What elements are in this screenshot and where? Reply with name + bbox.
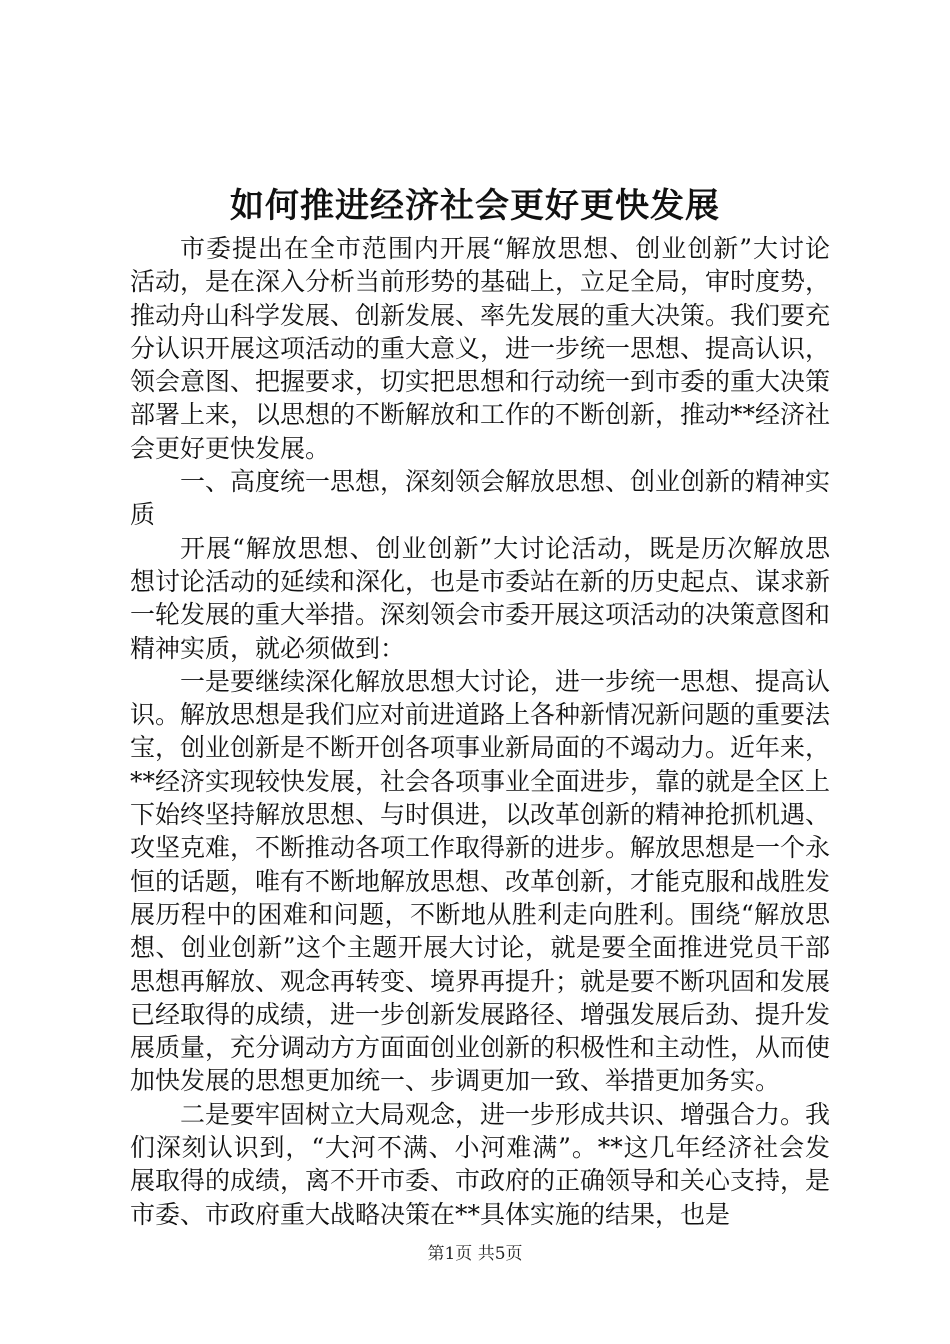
paragraph-section-1: 开展“解放思想、创业创新”大讨论活动，既是历次解放思想讨论活动的延续和深化，也是市委站在新的历史起点、谋求新一轮发展的重大举措。深刻领会市委开展这项活动的决策意图和精神实质，就必须做到： [130, 533, 831, 663]
section-heading-1: 一、高度统一思想，深刻领会解放思想、创业创新的精神实质 [130, 467, 831, 530]
document-title: 如何推进经济社会更好更快发展 [230, 186, 720, 226]
document-body [130, 232, 830, 1231]
paragraph-point-1: 一是要继续深化解放思想大讨论，进一步统一思想、提高认识。解放思想是我们应对前进道路上各种新情况新问题的重要法宝，创业创新是不断开创各项事业新局面的不竭动力。近年来，**经济实现较快发展，社会各项事业全面进步，靠的就是全区上下始终坚持解放思想、与时俱进，以改革创新的精神抢抓机遇、攻坚克难，不断推动各项工作取得新的进步。解放思想是一个永恒的话题，唯有不断地解放思想、改革创新，才能克服和战胜发展历程中的困难和问题，不断地从胜利走向胜利。围绕“解放思想、创业创新”这个主题开展大讨论，就是要全面推进党员干部思想再解放、观念再转变、境界再提升；就是要不断巩固和发展已经取得的成绩，进一步创新发展路径、增强发展后劲、提升发展质量，充分调动方方面面创业创新的积极性和主动性，从而使加快发展的思想更加统一、步调更加一致、举措更加务实。 [130, 666, 831, 1096]
paragraph-intro: 市委提出在全市范围内开展“解放思想、创业创新”大讨论活动，是在深入分析当前形势的基础上，立足全局，审时度势，推动舟山科学发展、创新发展、率先发展的重大决策。我们要充分认识开展这项活动的重大意义，进一步统一思想、提高认识，领会意图、把握要求，切实把思想和行动统一到市委的重大决策部署上来，以思想的不断解放和工作的不断创新，推动**经济社会更好更快发展。 [130, 234, 831, 463]
page-number-footer: 第1页 共5页 [427, 1244, 523, 1264]
paragraph-point-2: 二是要牢固树立大局观念，进一步形成共识、增强合力。我们深刻认识到，“大河不满、小河难满”。**这几年经济社会发展取得的成绩，离不开市委、市政府的正确领导和关心支持，是市委、市政府重大战略决策在**具体实施的结果，也是 [130, 1099, 831, 1229]
